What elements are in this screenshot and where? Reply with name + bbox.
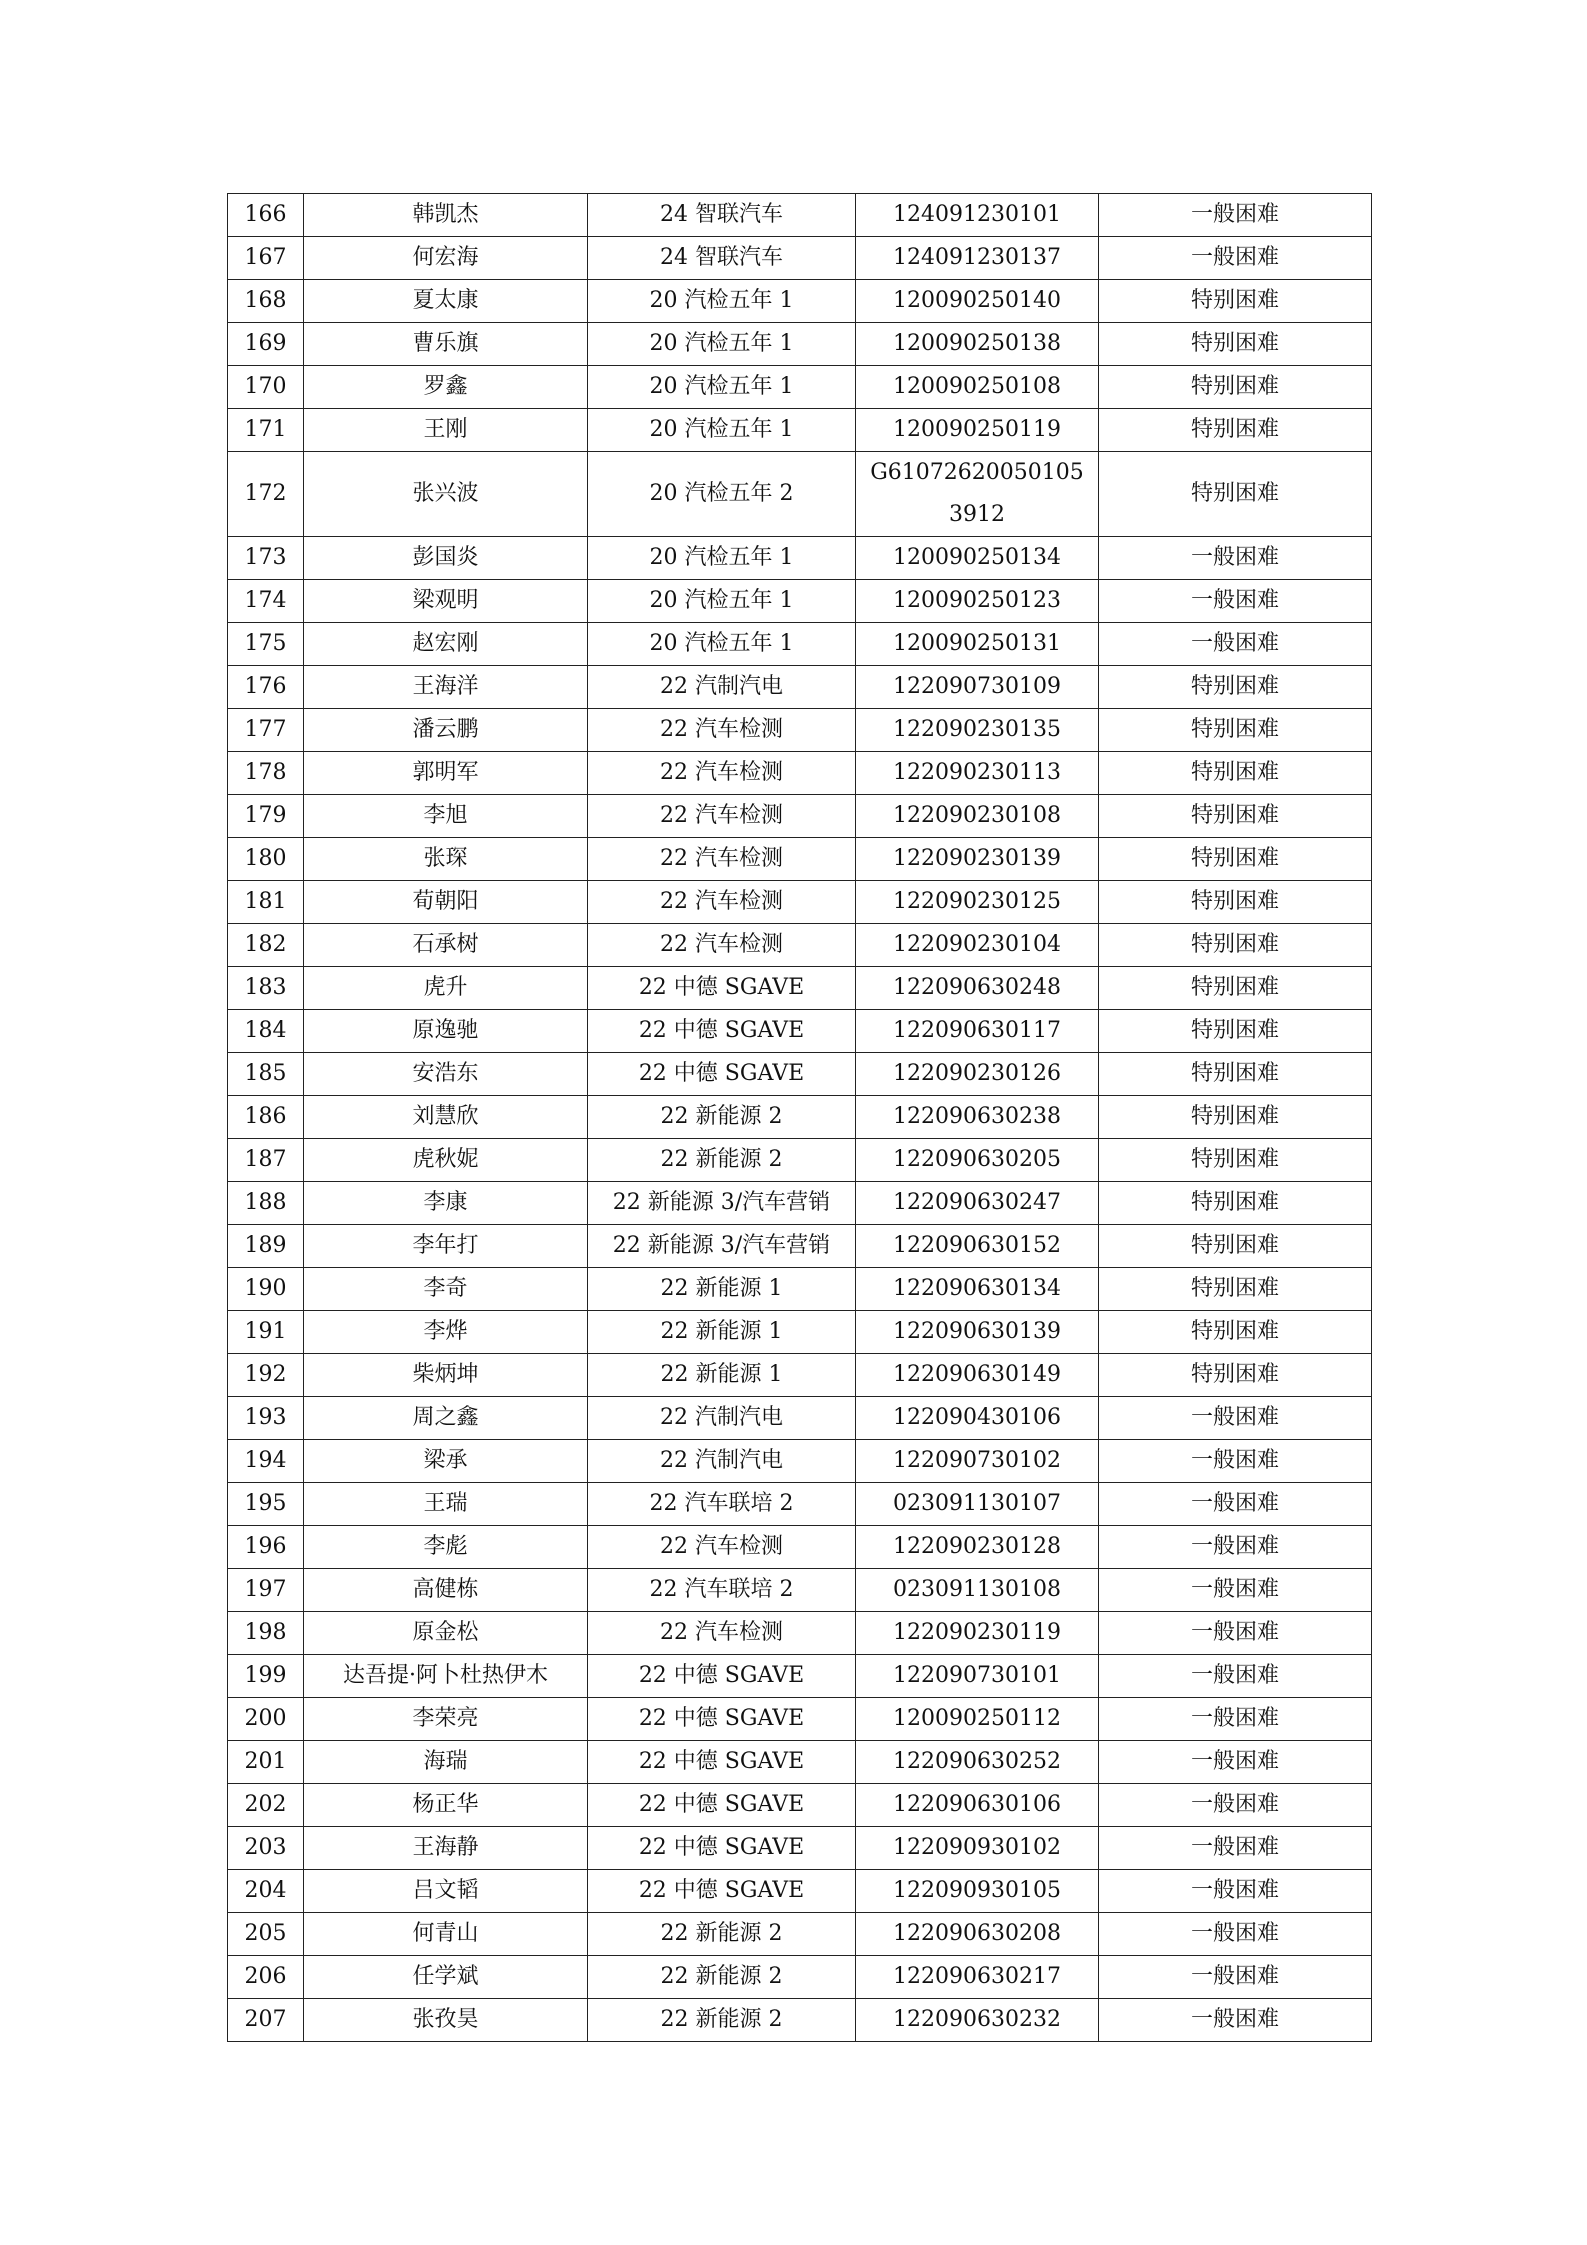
student-name: 李彪 <box>304 1526 588 1569</box>
row-number: 197 <box>228 1569 304 1612</box>
table-row <box>228 1010 1372 1053</box>
student-id: 122090630252 <box>856 1741 1099 1784</box>
student-id: 122090630247 <box>856 1182 1099 1225</box>
hardship-level: 特别困难 <box>1099 1268 1372 1311</box>
class-name: 20 汽检五年 2 <box>588 452 856 537</box>
student-id: 124091230137 <box>856 237 1099 280</box>
hardship-level: 一般困难 <box>1099 1741 1372 1784</box>
class-name: 20 汽检五年 1 <box>588 580 856 623</box>
table-row <box>228 1999 1372 2042</box>
hardship-level: 特别困难 <box>1099 1225 1372 1268</box>
hardship-level: 一般困难 <box>1099 1612 1372 1655</box>
hardship-level: 特别困难 <box>1099 280 1372 323</box>
table-row <box>228 1483 1372 1526</box>
class-name: 22 新能源 1 <box>588 1268 856 1311</box>
table-row <box>228 709 1372 752</box>
student-id: 122090230119 <box>856 1612 1099 1655</box>
hardship-level: 一般困难 <box>1099 1698 1372 1741</box>
student-id: 122090230113 <box>856 752 1099 795</box>
row-number: 174 <box>228 580 304 623</box>
row-number: 170 <box>228 366 304 409</box>
hardship-level: 特别困难 <box>1099 409 1372 452</box>
class-name: 22 中德 SGAVE <box>588 1655 856 1698</box>
student-name: 何青山 <box>304 1913 588 1956</box>
hardship-level: 特别困难 <box>1099 666 1372 709</box>
hardship-level: 一般困难 <box>1099 1784 1372 1827</box>
hardship-level: 一般困难 <box>1099 623 1372 666</box>
student-name: 韩凯杰 <box>304 194 588 237</box>
class-name: 22 汽车检测 <box>588 924 856 967</box>
table-row <box>228 1655 1372 1698</box>
class-name: 20 汽检五年 1 <box>588 623 856 666</box>
hardship-level: 一般困难 <box>1099 237 1372 280</box>
class-name: 22 新能源 3/汽车营销 <box>588 1182 856 1225</box>
hardship-level: 一般困难 <box>1099 1483 1372 1526</box>
student-name: 李奇 <box>304 1268 588 1311</box>
row-number: 186 <box>228 1096 304 1139</box>
table-row <box>228 537 1372 580</box>
student-id: 122090630248 <box>856 967 1099 1010</box>
hardship-level: 特别困难 <box>1099 1182 1372 1225</box>
table-row <box>228 1526 1372 1569</box>
table-row <box>228 1870 1372 1913</box>
student-id: 023091130107 <box>856 1483 1099 1526</box>
student-id: 122090230139 <box>856 838 1099 881</box>
student-id: 120090250134 <box>856 537 1099 580</box>
student-id: 122090730109 <box>856 666 1099 709</box>
table-row <box>228 1569 1372 1612</box>
class-name: 22 新能源 1 <box>588 1311 856 1354</box>
student-name: 李荣亮 <box>304 1698 588 1741</box>
student-name: 李年打 <box>304 1225 588 1268</box>
student-id: 122090630152 <box>856 1225 1099 1268</box>
hardship-level: 一般困难 <box>1099 1569 1372 1612</box>
student-id: 120090250112 <box>856 1698 1099 1741</box>
hardship-level: 一般困难 <box>1099 1956 1372 1999</box>
class-name: 22 新能源 1 <box>588 1354 856 1397</box>
class-name: 22 中德 SGAVE <box>588 1784 856 1827</box>
student-id: 120090250108 <box>856 366 1099 409</box>
student-id: 120090250123 <box>856 580 1099 623</box>
table-row <box>228 1268 1372 1311</box>
hardship-level: 一般困难 <box>1099 1655 1372 1698</box>
row-number: 204 <box>228 1870 304 1913</box>
row-number: 192 <box>228 1354 304 1397</box>
row-number: 199 <box>228 1655 304 1698</box>
student-id: 122090230126 <box>856 1053 1099 1096</box>
table-row <box>228 1784 1372 1827</box>
student-name: 荀朝阳 <box>304 881 588 924</box>
row-number: 179 <box>228 795 304 838</box>
class-name: 22 中德 SGAVE <box>588 1053 856 1096</box>
row-number: 190 <box>228 1268 304 1311</box>
row-number: 195 <box>228 1483 304 1526</box>
table-row <box>228 924 1372 967</box>
student-id: 120090250131 <box>856 623 1099 666</box>
table-row <box>228 194 1372 237</box>
row-number: 178 <box>228 752 304 795</box>
hardship-level: 特别困难 <box>1099 1096 1372 1139</box>
row-number: 189 <box>228 1225 304 1268</box>
table-row <box>228 1139 1372 1182</box>
student-id: 122090230125 <box>856 881 1099 924</box>
student-id: 122090730101 <box>856 1655 1099 1698</box>
class-name: 22 中德 SGAVE <box>588 1010 856 1053</box>
table-row <box>228 1698 1372 1741</box>
hardship-level: 特别困难 <box>1099 924 1372 967</box>
hardship-level: 一般困难 <box>1099 1870 1372 1913</box>
student-name: 梁观明 <box>304 580 588 623</box>
student-name: 王海静 <box>304 1827 588 1870</box>
class-name: 22 汽制汽电 <box>588 1397 856 1440</box>
row-number: 194 <box>228 1440 304 1483</box>
hardship-level: 特别困难 <box>1099 752 1372 795</box>
row-number: 202 <box>228 1784 304 1827</box>
student-name: 李烨 <box>304 1311 588 1354</box>
class-name: 24 智联汽车 <box>588 194 856 237</box>
table-row <box>228 1397 1372 1440</box>
student-id: G610726200501053912 <box>856 452 1099 537</box>
class-name: 22 中德 SGAVE <box>588 1741 856 1784</box>
class-name: 22 新能源 3/汽车营销 <box>588 1225 856 1268</box>
student-hardship-table <box>227 193 1372 2042</box>
table-row <box>228 1827 1372 1870</box>
table-row <box>228 409 1372 452</box>
row-number: 181 <box>228 881 304 924</box>
student-name: 梁承 <box>304 1440 588 1483</box>
student-name: 安浩东 <box>304 1053 588 1096</box>
hardship-level: 特别困难 <box>1099 881 1372 924</box>
student-id: 122090630238 <box>856 1096 1099 1139</box>
row-number: 169 <box>228 323 304 366</box>
student-id: 120090250119 <box>856 409 1099 452</box>
row-number: 182 <box>228 924 304 967</box>
hardship-level: 特别困难 <box>1099 1010 1372 1053</box>
student-name: 夏太康 <box>304 280 588 323</box>
student-id: 122090230104 <box>856 924 1099 967</box>
table-row <box>228 1053 1372 1096</box>
table-row <box>228 452 1372 537</box>
hardship-level: 特别困难 <box>1099 452 1372 537</box>
row-number: 203 <box>228 1827 304 1870</box>
class-name: 20 汽检五年 1 <box>588 409 856 452</box>
row-number: 198 <box>228 1612 304 1655</box>
class-name: 22 中德 SGAVE <box>588 1698 856 1741</box>
student-id: 122090930102 <box>856 1827 1099 1870</box>
class-name: 22 汽制汽电 <box>588 666 856 709</box>
class-name: 22 中德 SGAVE <box>588 1870 856 1913</box>
hardship-level: 一般困难 <box>1099 1526 1372 1569</box>
class-name: 20 汽检五年 1 <box>588 537 856 580</box>
student-name: 原金松 <box>304 1612 588 1655</box>
table-row <box>228 838 1372 881</box>
table-row <box>228 1612 1372 1655</box>
hardship-level: 一般困难 <box>1099 1913 1372 1956</box>
student-name: 张孜昊 <box>304 1999 588 2042</box>
hardship-level: 一般困难 <box>1099 194 1372 237</box>
student-name: 吕文韬 <box>304 1870 588 1913</box>
row-number: 188 <box>228 1182 304 1225</box>
hardship-level: 特别困难 <box>1099 967 1372 1010</box>
student-name: 虎升 <box>304 967 588 1010</box>
table-row <box>228 580 1372 623</box>
hardship-level: 一般困难 <box>1099 537 1372 580</box>
class-name: 22 汽车联培 2 <box>588 1483 856 1526</box>
class-name: 20 汽检五年 1 <box>588 323 856 366</box>
table-row <box>228 1956 1372 1999</box>
student-id: 122090230128 <box>856 1526 1099 1569</box>
row-number: 180 <box>228 838 304 881</box>
student-name: 张琛 <box>304 838 588 881</box>
student-id: 122090630232 <box>856 1999 1099 2042</box>
student-id: 122090230108 <box>856 795 1099 838</box>
class-name: 22 汽车检测 <box>588 795 856 838</box>
student-name: 彭国炎 <box>304 537 588 580</box>
student-name: 潘云鹏 <box>304 709 588 752</box>
student-id: 122090730102 <box>856 1440 1099 1483</box>
table-row <box>228 1311 1372 1354</box>
class-name: 22 汽车联培 2 <box>588 1569 856 1612</box>
student-id: 120090250138 <box>856 323 1099 366</box>
table-row <box>228 1096 1372 1139</box>
student-id: 122090230135 <box>856 709 1099 752</box>
class-name: 22 汽车检测 <box>588 1612 856 1655</box>
hardship-level: 一般困难 <box>1099 1397 1372 1440</box>
student-id: 122090630134 <box>856 1268 1099 1311</box>
table-row <box>228 967 1372 1010</box>
student-name: 虎秋妮 <box>304 1139 588 1182</box>
table-row <box>228 1741 1372 1784</box>
student-name: 李旭 <box>304 795 588 838</box>
table-row <box>228 1225 1372 1268</box>
table-row <box>228 623 1372 666</box>
student-name: 周之鑫 <box>304 1397 588 1440</box>
table-row <box>228 1354 1372 1397</box>
row-number: 206 <box>228 1956 304 1999</box>
hardship-level: 一般困难 <box>1099 1440 1372 1483</box>
student-name: 李康 <box>304 1182 588 1225</box>
table-row <box>228 1182 1372 1225</box>
hardship-level: 特别困难 <box>1099 323 1372 366</box>
student-id: 122090930105 <box>856 1870 1099 1913</box>
table-row <box>228 237 1372 280</box>
student-name: 郭明军 <box>304 752 588 795</box>
class-name: 22 汽制汽电 <box>588 1440 856 1483</box>
student-id: 122090630149 <box>856 1354 1099 1397</box>
class-name: 22 中德 SGAVE <box>588 967 856 1010</box>
hardship-level: 特别困难 <box>1099 366 1372 409</box>
student-name: 柴炳坤 <box>304 1354 588 1397</box>
table-body <box>228 194 1372 2042</box>
table-row <box>228 323 1372 366</box>
student-id: 122090630208 <box>856 1913 1099 1956</box>
row-number: 193 <box>228 1397 304 1440</box>
hardship-level: 一般困难 <box>1099 580 1372 623</box>
row-number: 196 <box>228 1526 304 1569</box>
row-number: 200 <box>228 1698 304 1741</box>
table-row <box>228 280 1372 323</box>
student-id: 122090630117 <box>856 1010 1099 1053</box>
student-name: 高健栋 <box>304 1569 588 1612</box>
row-number: 168 <box>228 280 304 323</box>
student-id: 120090250140 <box>856 280 1099 323</box>
student-name: 王刚 <box>304 409 588 452</box>
student-id: 122090630106 <box>856 1784 1099 1827</box>
student-name: 刘慧欣 <box>304 1096 588 1139</box>
row-number: 191 <box>228 1311 304 1354</box>
student-name: 王瑞 <box>304 1483 588 1526</box>
hardship-level: 一般困难 <box>1099 1999 1372 2042</box>
hardship-level: 特别困难 <box>1099 1354 1372 1397</box>
hardship-level: 特别困难 <box>1099 709 1372 752</box>
hardship-level: 特别困难 <box>1099 838 1372 881</box>
student-id: 124091230101 <box>856 194 1099 237</box>
class-name: 22 新能源 2 <box>588 1913 856 1956</box>
student-id: 122090630139 <box>856 1311 1099 1354</box>
row-number: 201 <box>228 1741 304 1784</box>
class-name: 20 汽检五年 1 <box>588 280 856 323</box>
class-name: 22 新能源 2 <box>588 1139 856 1182</box>
table-row <box>228 366 1372 409</box>
table-row <box>228 1913 1372 1956</box>
table-row <box>228 1440 1372 1483</box>
class-name: 22 汽车检测 <box>588 1526 856 1569</box>
class-name: 22 新能源 2 <box>588 1999 856 2042</box>
student-name: 石承树 <box>304 924 588 967</box>
class-name: 20 汽检五年 1 <box>588 366 856 409</box>
row-number: 167 <box>228 237 304 280</box>
student-id: 023091130108 <box>856 1569 1099 1612</box>
row-number: 166 <box>228 194 304 237</box>
student-id: 122090430106 <box>856 1397 1099 1440</box>
class-name: 22 中德 SGAVE <box>588 1827 856 1870</box>
student-name: 原逸驰 <box>304 1010 588 1053</box>
table-row <box>228 752 1372 795</box>
student-name: 杨正华 <box>304 1784 588 1827</box>
table-row <box>228 795 1372 838</box>
class-name: 22 新能源 2 <box>588 1956 856 1999</box>
class-name: 22 新能源 2 <box>588 1096 856 1139</box>
student-name: 海瑞 <box>304 1741 588 1784</box>
student-id: 122090630217 <box>856 1956 1099 1999</box>
row-number: 183 <box>228 967 304 1010</box>
class-name: 22 汽车检测 <box>588 881 856 924</box>
row-number: 172 <box>228 452 304 537</box>
hardship-level: 特别困难 <box>1099 1139 1372 1182</box>
student-name: 曹乐旗 <box>304 323 588 366</box>
student-name: 王海洋 <box>304 666 588 709</box>
student-name: 张兴波 <box>304 452 588 537</box>
row-number: 205 <box>228 1913 304 1956</box>
row-number: 184 <box>228 1010 304 1053</box>
student-name: 何宏海 <box>304 237 588 280</box>
row-number: 171 <box>228 409 304 452</box>
student-id: 122090630205 <box>856 1139 1099 1182</box>
hardship-level: 特别困难 <box>1099 1311 1372 1354</box>
table-row <box>228 666 1372 709</box>
row-number: 173 <box>228 537 304 580</box>
table-row <box>228 881 1372 924</box>
row-number: 175 <box>228 623 304 666</box>
class-name: 24 智联汽车 <box>588 237 856 280</box>
class-name: 22 汽车检测 <box>588 838 856 881</box>
hardship-level: 一般困难 <box>1099 1827 1372 1870</box>
row-number: 176 <box>228 666 304 709</box>
hardship-level: 特别困难 <box>1099 1053 1372 1096</box>
class-name: 22 汽车检测 <box>588 752 856 795</box>
student-name: 达吾提·阿卜杜热伊木 <box>304 1655 588 1698</box>
row-number: 185 <box>228 1053 304 1096</box>
student-name: 任学斌 <box>304 1956 588 1999</box>
student-name: 罗鑫 <box>304 366 588 409</box>
row-number: 207 <box>228 1999 304 2042</box>
student-name: 赵宏刚 <box>304 623 588 666</box>
row-number: 187 <box>228 1139 304 1182</box>
class-name: 22 汽车检测 <box>588 709 856 752</box>
row-number: 177 <box>228 709 304 752</box>
hardship-level: 特别困难 <box>1099 795 1372 838</box>
